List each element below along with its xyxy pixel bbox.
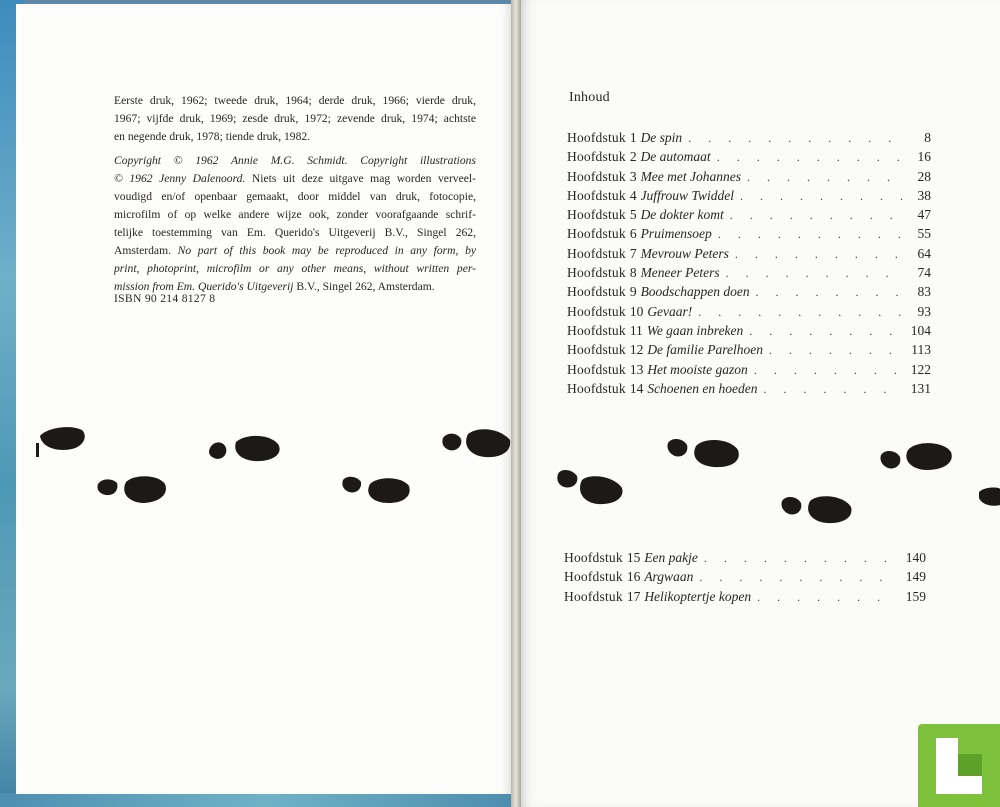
chapter-number: 15 xyxy=(626,550,641,565)
chapter-page-number: 8 xyxy=(924,130,931,145)
contents-entry xyxy=(567,130,931,149)
chapter-page-number: 122 xyxy=(910,361,931,377)
contents-entry xyxy=(564,589,926,608)
dot-leader xyxy=(756,285,903,300)
right-page xyxy=(519,0,1000,807)
chapter-page-number: 28 xyxy=(917,168,931,184)
chapter-number: 12 xyxy=(629,342,644,358)
contents-heading: Inhoud xyxy=(569,90,610,105)
chapter-page-number: 104 xyxy=(910,322,931,338)
chapter-title: Het mooiste gazon xyxy=(647,361,748,377)
dot-leader xyxy=(717,150,903,165)
contents-entry xyxy=(567,265,931,284)
chapter-label: Hoofdstuk xyxy=(564,550,623,565)
chapter-label: Hoofdstuk xyxy=(567,207,626,223)
chapter-title: De automaat xyxy=(640,149,711,165)
chapter-page-number: 113 xyxy=(911,342,931,358)
chapter-title: Mevrouw Peters xyxy=(640,245,729,261)
dot-leader xyxy=(730,208,903,223)
chapter-number: 1 xyxy=(629,130,637,145)
chapter-title: De familie Parelhoen xyxy=(647,342,764,358)
copyright-paragraph xyxy=(114,152,476,296)
contents-entry xyxy=(567,226,931,245)
contents-entry xyxy=(564,550,926,569)
contents-entry xyxy=(567,149,931,168)
contents-entry xyxy=(567,188,931,207)
chapter-number: 9 xyxy=(629,284,637,300)
chapter-number: 3 xyxy=(629,168,637,184)
chapter-title: Gevaar! xyxy=(647,303,693,319)
contents-entry xyxy=(567,207,931,226)
chapter-title: Helikoptertje kopen xyxy=(644,588,752,604)
chapter-label: Hoofdstuk xyxy=(564,588,623,604)
contents-list-top xyxy=(567,130,931,400)
dot-leader xyxy=(735,247,903,262)
chapter-number: 4 xyxy=(629,187,637,203)
dot-leader xyxy=(757,590,898,605)
chapter-page-number: 38 xyxy=(917,187,931,203)
dot-leader xyxy=(747,170,903,185)
chapter-label: Hoofdstuk xyxy=(567,168,626,184)
chapter-number: 13 xyxy=(629,361,644,377)
chapter-page-number: 131 xyxy=(910,380,931,396)
book-cover-bottom-edge xyxy=(0,793,530,807)
lastdodo-logo-icon xyxy=(918,724,1000,807)
chapter-page-number: 55 xyxy=(917,226,931,242)
lastdodo-logo xyxy=(918,724,1000,807)
chapter-page-number: 83 xyxy=(917,284,931,300)
book-gutter xyxy=(511,0,521,807)
chapter-label: Hoofdstuk xyxy=(567,284,626,300)
chapter-number: 17 xyxy=(626,588,641,604)
dot-leader xyxy=(749,324,903,339)
chapter-label: Hoofdstuk xyxy=(567,265,626,281)
dot-leader xyxy=(740,189,903,204)
chapter-page-number: 159 xyxy=(905,588,926,604)
chapter-title: Schoenen en hoeden xyxy=(647,380,758,396)
chapter-label: Hoofdstuk xyxy=(567,322,626,338)
chapter-title: Een pakje xyxy=(644,550,698,565)
dot-leader xyxy=(718,227,903,242)
chapter-title: De spin xyxy=(640,130,683,145)
contents-entry xyxy=(567,323,931,342)
chapter-page-number: 64 xyxy=(917,245,931,261)
dot-leader xyxy=(769,343,903,358)
chapter-page-number: 74 xyxy=(917,265,931,281)
dot-leader xyxy=(704,551,898,566)
contents-entry xyxy=(564,569,926,588)
copyright-line: mission from Em. Querido's Uitgeverij B.V., Singel 262, Amsterdam. xyxy=(114,280,435,293)
copyright-line: microfilm of op welke andere wijze ook, zonder voorafgaande schrif- xyxy=(114,208,476,221)
chapter-label: Hoofdstuk xyxy=(567,149,626,165)
chapter-label: Hoofdstuk xyxy=(567,245,626,261)
chapter-title: Meneer Peters xyxy=(640,265,720,281)
contents-entry xyxy=(567,169,931,188)
chapter-label: Hoofdstuk xyxy=(567,361,626,377)
chapter-page-number: 16 xyxy=(917,149,931,165)
chapter-number: 6 xyxy=(629,226,637,242)
chapter-page-number: 140 xyxy=(905,550,926,565)
chapter-label: Hoofdstuk xyxy=(567,342,626,358)
chapter-number: 11 xyxy=(629,322,643,338)
chapter-label: Hoofdstuk xyxy=(567,187,626,203)
editions-line: en negende druk, 1978; tiende druk, 1982. xyxy=(114,130,311,143)
dot-leader xyxy=(698,305,903,320)
dot-leader xyxy=(688,131,903,146)
dot-leader xyxy=(699,570,898,585)
contents-entry xyxy=(567,342,931,361)
editions-line: 1967; vijfde druk, 1969; zesde druk, 1972; zevende druk, 1974; achtste xyxy=(114,112,476,125)
dot-leader xyxy=(754,363,903,378)
chapter-number: 2 xyxy=(629,149,637,165)
chapter-page-number: 149 xyxy=(905,569,926,585)
chapter-page-number: 47 xyxy=(917,207,931,223)
chapter-title: Boodschappen doen xyxy=(640,284,750,300)
chapter-number: 16 xyxy=(626,569,641,585)
contents-entry xyxy=(567,284,931,303)
chapter-title: De dokter komt xyxy=(640,207,724,223)
chapter-number: 8 xyxy=(629,265,637,281)
copyright-line: Copyright © 1962 Annie M.G. Schmidt. Copyright illustrations xyxy=(114,154,476,167)
contents-list-bottom xyxy=(564,550,926,608)
dot-leader xyxy=(764,382,903,397)
chapter-label: Hoofdstuk xyxy=(567,226,626,242)
chapter-number: 7 xyxy=(629,245,637,261)
chapter-title: Argwaan xyxy=(644,569,694,585)
chapter-page-number: 93 xyxy=(917,303,931,319)
chapter-number: 14 xyxy=(629,380,644,396)
chapter-number: 10 xyxy=(629,303,644,319)
isbn-number: ISBN 90 214 8127 8 xyxy=(114,292,216,305)
chapter-title: Pruimensoep xyxy=(640,226,712,242)
chapter-label: Hoofdstuk xyxy=(567,130,626,145)
editions-line: Eerste druk, 1962; tweede druk, 1964; derde druk, 1966; vierde druk, xyxy=(114,94,476,107)
copyright-line: telijke toestemming van Em. Querido's Uitgeverij B.V., Singel 262, xyxy=(114,226,476,239)
chapter-title: Juffrouw Twiddel xyxy=(640,187,734,203)
contents-entry xyxy=(567,381,931,400)
copyright-line: print, photoprint, microfilm or any other means, without written per- xyxy=(114,262,476,275)
dot-leader xyxy=(726,266,903,281)
chapter-title: We gaan inbreken xyxy=(646,322,744,338)
contents-entry xyxy=(567,304,931,323)
contents-entry xyxy=(567,362,931,381)
chapter-title: Mee met Johannes xyxy=(640,168,742,184)
chapter-number: 5 xyxy=(629,207,637,223)
chapter-label: Hoofdstuk xyxy=(567,380,626,396)
chapter-label: Hoofdstuk xyxy=(564,569,623,585)
contents-entry xyxy=(567,246,931,265)
editions-paragraph xyxy=(114,92,476,146)
copyright-line: © 1962 Jenny Dalenoord. Niets uit deze uitgave mag worden verveel- xyxy=(114,172,476,185)
copyright-line: voudigd en/of openbaar gemaakt, door middel van druk, fotocopie, xyxy=(114,190,476,203)
chapter-label: Hoofdstuk xyxy=(567,303,626,319)
copyright-line: Amsterdam. No part of this book may be reproduced in any form, by xyxy=(114,244,477,257)
